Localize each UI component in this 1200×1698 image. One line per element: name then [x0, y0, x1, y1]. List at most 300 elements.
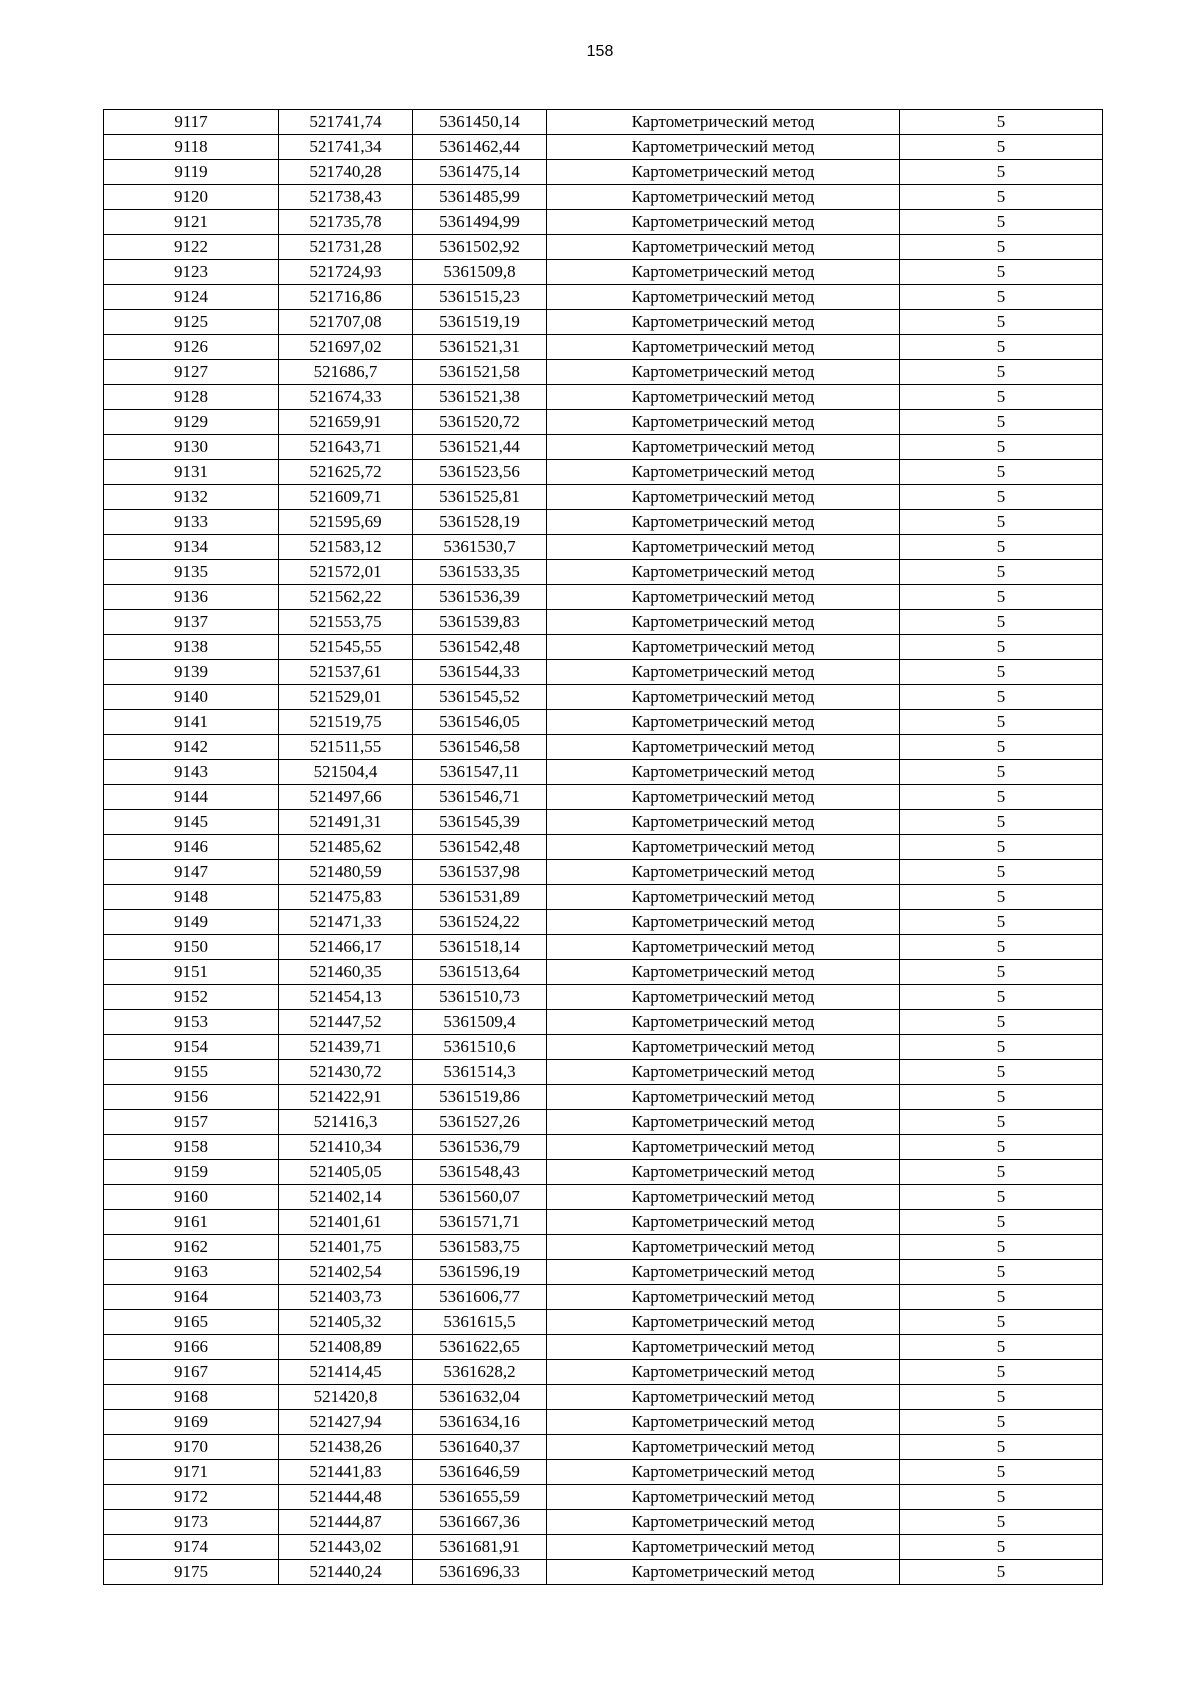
method-cell: Картометрический метод [547, 1260, 900, 1285]
x-coordinate-cell: 521674,33 [279, 385, 413, 410]
point-number-cell: 9121 [104, 210, 279, 235]
x-coordinate-cell: 521427,94 [279, 1410, 413, 1435]
accuracy-cell: 5 [900, 335, 1103, 360]
table-row [104, 460, 1103, 485]
accuracy-cell: 5 [900, 660, 1103, 685]
point-number-cell: 9143 [104, 760, 279, 785]
method-cell: Картометрический метод [547, 1485, 900, 1510]
x-coordinate-cell: 521444,48 [279, 1485, 413, 1510]
method-cell: Картометрический метод [547, 460, 900, 485]
point-number-cell: 9120 [104, 185, 279, 210]
table-row [104, 260, 1103, 285]
x-coordinate-cell: 521410,34 [279, 1135, 413, 1160]
x-coordinate-cell: 521414,45 [279, 1360, 413, 1385]
point-number-cell: 9160 [104, 1185, 279, 1210]
x-coordinate-cell: 521440,24 [279, 1560, 413, 1585]
method-cell: Картометрический метод [547, 560, 900, 585]
y-coordinate-cell: 5361485,99 [413, 185, 547, 210]
point-number-cell: 9155 [104, 1060, 279, 1085]
x-coordinate-cell: 521716,86 [279, 285, 413, 310]
x-coordinate-cell: 521643,71 [279, 435, 413, 460]
y-coordinate-cell: 5361583,75 [413, 1235, 547, 1260]
method-cell: Картометрический метод [547, 710, 900, 735]
point-number-cell: 9163 [104, 1260, 279, 1285]
page-number: 158 [586, 43, 614, 60]
accuracy-cell: 5 [900, 1360, 1103, 1385]
table-row [104, 1385, 1103, 1410]
accuracy-cell: 5 [900, 685, 1103, 710]
method-cell: Картометрический метод [547, 485, 900, 510]
x-coordinate-cell: 521519,75 [279, 710, 413, 735]
method-cell: Картометрический метод [547, 1085, 900, 1110]
point-number-cell: 9147 [104, 860, 279, 885]
y-coordinate-cell: 5361542,48 [413, 635, 547, 660]
table-row [104, 835, 1103, 860]
y-coordinate-cell: 5361523,56 [413, 460, 547, 485]
accuracy-cell: 5 [900, 260, 1103, 285]
coordinates-table [103, 109, 1103, 1585]
method-cell: Картометрический метод [547, 1385, 900, 1410]
y-coordinate-cell: 5361494,99 [413, 210, 547, 235]
table-row [104, 1410, 1103, 1435]
method-cell: Картометрический метод [547, 1210, 900, 1235]
table-row [104, 1310, 1103, 1335]
x-coordinate-cell: 521408,89 [279, 1335, 413, 1360]
y-coordinate-cell: 5361475,14 [413, 160, 547, 185]
method-cell: Картометрический метод [547, 585, 900, 610]
y-coordinate-cell: 5361521,31 [413, 335, 547, 360]
x-coordinate-cell: 521545,55 [279, 635, 413, 660]
y-coordinate-cell: 5361681,91 [413, 1535, 547, 1560]
accuracy-cell: 5 [900, 610, 1103, 635]
point-number-cell: 9140 [104, 685, 279, 710]
x-coordinate-cell: 521471,33 [279, 910, 413, 935]
table-row [104, 710, 1103, 735]
point-number-cell: 9126 [104, 335, 279, 360]
accuracy-cell: 5 [900, 485, 1103, 510]
x-coordinate-cell: 521583,12 [279, 535, 413, 560]
y-coordinate-cell: 5361519,86 [413, 1085, 547, 1110]
accuracy-cell: 5 [900, 1560, 1103, 1585]
point-number-cell: 9173 [104, 1510, 279, 1535]
y-coordinate-cell: 5361571,71 [413, 1210, 547, 1235]
y-coordinate-cell: 5361519,19 [413, 310, 547, 335]
point-number-cell: 9146 [104, 835, 279, 860]
method-cell: Картометрический метод [547, 610, 900, 635]
y-coordinate-cell: 5361548,43 [413, 1160, 547, 1185]
method-cell: Картометрический метод [547, 1510, 900, 1535]
y-coordinate-cell: 5361525,81 [413, 485, 547, 510]
table-row [104, 285, 1103, 310]
method-cell: Картометрический метод [547, 1235, 900, 1260]
table-row [104, 535, 1103, 560]
accuracy-cell: 5 [900, 385, 1103, 410]
table-row [104, 885, 1103, 910]
method-cell: Картометрический метод [547, 1460, 900, 1485]
accuracy-cell: 5 [900, 1435, 1103, 1460]
method-cell: Картометрический метод [547, 935, 900, 960]
accuracy-cell: 5 [900, 735, 1103, 760]
point-number-cell: 9123 [104, 260, 279, 285]
y-coordinate-cell: 5361509,4 [413, 1010, 547, 1035]
point-number-cell: 9124 [104, 285, 279, 310]
point-number-cell: 9161 [104, 1210, 279, 1235]
point-number-cell: 9139 [104, 660, 279, 685]
table-row [104, 760, 1103, 785]
table-row [104, 935, 1103, 960]
y-coordinate-cell: 5361640,37 [413, 1435, 547, 1460]
point-number-cell: 9131 [104, 460, 279, 485]
method-cell: Картометрический метод [547, 1185, 900, 1210]
accuracy-cell: 5 [900, 1260, 1103, 1285]
method-cell: Картометрический метод [547, 210, 900, 235]
accuracy-cell: 5 [900, 1335, 1103, 1360]
x-coordinate-cell: 521731,28 [279, 235, 413, 260]
x-coordinate-cell: 521595,69 [279, 510, 413, 535]
point-number-cell: 9157 [104, 1110, 279, 1135]
x-coordinate-cell: 521447,52 [279, 1010, 413, 1035]
method-cell: Картометрический метод [547, 535, 900, 560]
method-cell: Картометрический метод [547, 1435, 900, 1460]
point-number-cell: 9166 [104, 1335, 279, 1360]
point-number-cell: 9141 [104, 710, 279, 735]
point-number-cell: 9168 [104, 1385, 279, 1410]
y-coordinate-cell: 5361696,33 [413, 1560, 547, 1585]
x-coordinate-cell: 521416,3 [279, 1110, 413, 1135]
table-row [104, 1335, 1103, 1360]
method-cell: Картометрический метод [547, 310, 900, 335]
x-coordinate-cell: 521405,32 [279, 1310, 413, 1335]
table-row [104, 685, 1103, 710]
point-number-cell: 9142 [104, 735, 279, 760]
point-number-cell: 9175 [104, 1560, 279, 1585]
x-coordinate-cell: 521454,13 [279, 985, 413, 1010]
point-number-cell: 9167 [104, 1360, 279, 1385]
accuracy-cell: 5 [900, 960, 1103, 985]
accuracy-cell: 5 [900, 360, 1103, 385]
method-cell: Картометрический метод [547, 1010, 900, 1035]
x-coordinate-cell: 521439,71 [279, 1035, 413, 1060]
x-coordinate-cell: 521438,26 [279, 1435, 413, 1460]
accuracy-cell: 5 [900, 1185, 1103, 1210]
table-row [104, 735, 1103, 760]
point-number-cell: 9133 [104, 510, 279, 535]
table-row [104, 110, 1103, 135]
x-coordinate-cell: 521422,91 [279, 1085, 413, 1110]
method-cell: Картометрический метод [547, 810, 900, 835]
x-coordinate-cell: 521405,05 [279, 1160, 413, 1185]
point-number-cell: 9164 [104, 1285, 279, 1310]
accuracy-cell: 5 [900, 710, 1103, 735]
point-number-cell: 9154 [104, 1035, 279, 1060]
point-number-cell: 9127 [104, 360, 279, 385]
table-row [104, 1160, 1103, 1185]
accuracy-cell: 5 [900, 1110, 1103, 1135]
accuracy-cell: 5 [900, 1485, 1103, 1510]
table-row [104, 485, 1103, 510]
method-cell: Картометрический метод [547, 735, 900, 760]
accuracy-cell: 5 [900, 785, 1103, 810]
y-coordinate-cell: 5361462,44 [413, 135, 547, 160]
y-coordinate-cell: 5361524,22 [413, 910, 547, 935]
point-number-cell: 9117 [104, 110, 279, 135]
table-row [104, 985, 1103, 1010]
table-row [104, 610, 1103, 635]
method-cell: Картометрический метод [547, 1335, 900, 1360]
y-coordinate-cell: 5361533,35 [413, 560, 547, 585]
y-coordinate-cell: 5361509,8 [413, 260, 547, 285]
accuracy-cell: 5 [900, 510, 1103, 535]
table-row [104, 185, 1103, 210]
accuracy-cell: 5 [900, 1210, 1103, 1235]
method-cell: Картометрический метод [547, 1160, 900, 1185]
table-row [104, 860, 1103, 885]
method-cell: Картометрический метод [547, 885, 900, 910]
y-coordinate-cell: 5361450,14 [413, 110, 547, 135]
point-number-cell: 9119 [104, 160, 279, 185]
y-coordinate-cell: 5361546,58 [413, 735, 547, 760]
method-cell: Картометрический метод [547, 510, 900, 535]
point-number-cell: 9170 [104, 1435, 279, 1460]
method-cell: Картометрический метод [547, 1135, 900, 1160]
x-coordinate-cell: 521572,01 [279, 560, 413, 585]
table-row [104, 310, 1103, 335]
table-row [104, 1235, 1103, 1260]
accuracy-cell: 5 [900, 535, 1103, 560]
y-coordinate-cell: 5361545,52 [413, 685, 547, 710]
point-number-cell: 9151 [104, 960, 279, 985]
point-number-cell: 9128 [104, 385, 279, 410]
x-coordinate-cell: 521537,61 [279, 660, 413, 685]
accuracy-cell: 5 [900, 460, 1103, 485]
accuracy-cell: 5 [900, 635, 1103, 660]
y-coordinate-cell: 5361542,48 [413, 835, 547, 860]
method-cell: Картометрический метод [547, 910, 900, 935]
y-coordinate-cell: 5361536,79 [413, 1135, 547, 1160]
table-row [104, 435, 1103, 460]
y-coordinate-cell: 5361502,92 [413, 235, 547, 260]
table-row [104, 585, 1103, 610]
accuracy-cell: 5 [900, 185, 1103, 210]
x-coordinate-cell: 521402,14 [279, 1185, 413, 1210]
point-number-cell: 9152 [104, 985, 279, 1010]
x-coordinate-cell: 521511,55 [279, 735, 413, 760]
point-number-cell: 9169 [104, 1410, 279, 1435]
accuracy-cell: 5 [900, 110, 1103, 135]
x-coordinate-cell: 521444,87 [279, 1510, 413, 1535]
table-row [104, 1035, 1103, 1060]
y-coordinate-cell: 5361615,5 [413, 1310, 547, 1335]
accuracy-cell: 5 [900, 860, 1103, 885]
method-cell: Картометрический метод [547, 185, 900, 210]
point-number-cell: 9137 [104, 610, 279, 635]
table-row [104, 960, 1103, 985]
table-row [104, 1435, 1103, 1460]
x-coordinate-cell: 521707,08 [279, 310, 413, 335]
table-row [104, 1260, 1103, 1285]
table-row [104, 335, 1103, 360]
method-cell: Картометрический метод [547, 435, 900, 460]
method-cell: Картометрический метод [547, 235, 900, 260]
method-cell: Картометрический метод [547, 335, 900, 360]
accuracy-cell: 5 [900, 835, 1103, 860]
table-row [104, 810, 1103, 835]
accuracy-cell: 5 [900, 1010, 1103, 1035]
accuracy-cell: 5 [900, 1535, 1103, 1560]
accuracy-cell: 5 [900, 135, 1103, 160]
method-cell: Картометрический метод [547, 285, 900, 310]
accuracy-cell: 5 [900, 985, 1103, 1010]
x-coordinate-cell: 521738,43 [279, 185, 413, 210]
point-number-cell: 9171 [104, 1460, 279, 1485]
y-coordinate-cell: 5361634,16 [413, 1410, 547, 1435]
point-number-cell: 9134 [104, 535, 279, 560]
accuracy-cell: 5 [900, 1135, 1103, 1160]
method-cell: Картометрический метод [547, 685, 900, 710]
y-coordinate-cell: 5361528,19 [413, 510, 547, 535]
y-coordinate-cell: 5361520,72 [413, 410, 547, 435]
y-coordinate-cell: 5361606,77 [413, 1285, 547, 1310]
accuracy-cell: 5 [900, 160, 1103, 185]
x-coordinate-cell: 521401,61 [279, 1210, 413, 1235]
accuracy-cell: 5 [900, 410, 1103, 435]
y-coordinate-cell: 5361521,44 [413, 435, 547, 460]
x-coordinate-cell: 521625,72 [279, 460, 413, 485]
table-row [104, 135, 1103, 160]
table-row [104, 1510, 1103, 1535]
x-coordinate-cell: 521430,72 [279, 1060, 413, 1085]
method-cell: Картометрический метод [547, 635, 900, 660]
table-row [104, 360, 1103, 385]
method-cell: Картометрический метод [547, 385, 900, 410]
point-number-cell: 9158 [104, 1135, 279, 1160]
point-number-cell: 9159 [104, 1160, 279, 1185]
point-number-cell: 9136 [104, 585, 279, 610]
method-cell: Картометрический метод [547, 1285, 900, 1310]
accuracy-cell: 5 [900, 1410, 1103, 1435]
y-coordinate-cell: 5361515,23 [413, 285, 547, 310]
accuracy-cell: 5 [900, 935, 1103, 960]
y-coordinate-cell: 5361622,65 [413, 1335, 547, 1360]
x-coordinate-cell: 521443,02 [279, 1535, 413, 1560]
point-number-cell: 9132 [104, 485, 279, 510]
x-coordinate-cell: 521475,83 [279, 885, 413, 910]
accuracy-cell: 5 [900, 210, 1103, 235]
accuracy-cell: 5 [900, 435, 1103, 460]
method-cell: Картометрический метод [547, 760, 900, 785]
y-coordinate-cell: 5361545,39 [413, 810, 547, 835]
x-coordinate-cell: 521460,35 [279, 960, 413, 985]
accuracy-cell: 5 [900, 310, 1103, 335]
x-coordinate-cell: 521420,8 [279, 1385, 413, 1410]
table-row [104, 660, 1103, 685]
table-row [104, 1560, 1103, 1585]
accuracy-cell: 5 [900, 760, 1103, 785]
accuracy-cell: 5 [900, 1460, 1103, 1485]
method-cell: Картометрический метод [547, 860, 900, 885]
accuracy-cell: 5 [900, 1085, 1103, 1110]
accuracy-cell: 5 [900, 1035, 1103, 1060]
method-cell: Картометрический метод [547, 1360, 900, 1385]
point-number-cell: 9129 [104, 410, 279, 435]
table-row [104, 160, 1103, 185]
method-cell: Картометрический метод [547, 835, 900, 860]
point-number-cell: 9153 [104, 1010, 279, 1035]
x-coordinate-cell: 521529,01 [279, 685, 413, 710]
table-row [104, 560, 1103, 585]
table-row [104, 410, 1103, 435]
x-coordinate-cell: 521466,17 [279, 935, 413, 960]
y-coordinate-cell: 5361518,14 [413, 935, 547, 960]
y-coordinate-cell: 5361513,64 [413, 960, 547, 985]
y-coordinate-cell: 5361539,83 [413, 610, 547, 635]
table-body [104, 110, 1103, 1585]
x-coordinate-cell: 521697,02 [279, 335, 413, 360]
y-coordinate-cell: 5361510,6 [413, 1035, 547, 1060]
accuracy-cell: 5 [900, 1160, 1103, 1185]
table-row [104, 1485, 1103, 1510]
accuracy-cell: 5 [900, 810, 1103, 835]
point-number-cell: 9145 [104, 810, 279, 835]
x-coordinate-cell: 521740,28 [279, 160, 413, 185]
point-number-cell: 9172 [104, 1485, 279, 1510]
point-number-cell: 9156 [104, 1085, 279, 1110]
method-cell: Картометрический метод [547, 410, 900, 435]
method-cell: Картометрический метод [547, 110, 900, 135]
table-row [104, 510, 1103, 535]
x-coordinate-cell: 521441,83 [279, 1460, 413, 1485]
point-number-cell: 9148 [104, 885, 279, 910]
x-coordinate-cell: 521741,74 [279, 110, 413, 135]
x-coordinate-cell: 521491,31 [279, 810, 413, 835]
method-cell: Картометрический метод [547, 960, 900, 985]
x-coordinate-cell: 521553,75 [279, 610, 413, 635]
accuracy-cell: 5 [900, 885, 1103, 910]
table-row [104, 385, 1103, 410]
point-number-cell: 9144 [104, 785, 279, 810]
table-row [104, 1185, 1103, 1210]
table-row [104, 1360, 1103, 1385]
accuracy-cell: 5 [900, 1060, 1103, 1085]
method-cell: Картометрический метод [547, 1060, 900, 1085]
y-coordinate-cell: 5361667,36 [413, 1510, 547, 1535]
x-coordinate-cell: 521401,75 [279, 1235, 413, 1260]
table-row [104, 235, 1103, 260]
method-cell: Картометрический метод [547, 1035, 900, 1060]
table-row [104, 1060, 1103, 1085]
y-coordinate-cell: 5361547,11 [413, 760, 547, 785]
accuracy-cell: 5 [900, 285, 1103, 310]
accuracy-cell: 5 [900, 1285, 1103, 1310]
method-cell: Картометрический метод [547, 1560, 900, 1585]
x-coordinate-cell: 521686,7 [279, 360, 413, 385]
y-coordinate-cell: 5361530,7 [413, 535, 547, 560]
accuracy-cell: 5 [900, 585, 1103, 610]
method-cell: Картометрический метод [547, 1410, 900, 1435]
y-coordinate-cell: 5361632,04 [413, 1385, 547, 1410]
y-coordinate-cell: 5361546,71 [413, 785, 547, 810]
method-cell: Картометрический метод [547, 135, 900, 160]
method-cell: Картометрический метод [547, 660, 900, 685]
accuracy-cell: 5 [900, 910, 1103, 935]
y-coordinate-cell: 5361536,39 [413, 585, 547, 610]
x-coordinate-cell: 521504,4 [279, 760, 413, 785]
point-number-cell: 9130 [104, 435, 279, 460]
table-row [104, 1085, 1103, 1110]
accuracy-cell: 5 [900, 1310, 1103, 1335]
y-coordinate-cell: 5361514,3 [413, 1060, 547, 1085]
y-coordinate-cell: 5361596,19 [413, 1260, 547, 1285]
